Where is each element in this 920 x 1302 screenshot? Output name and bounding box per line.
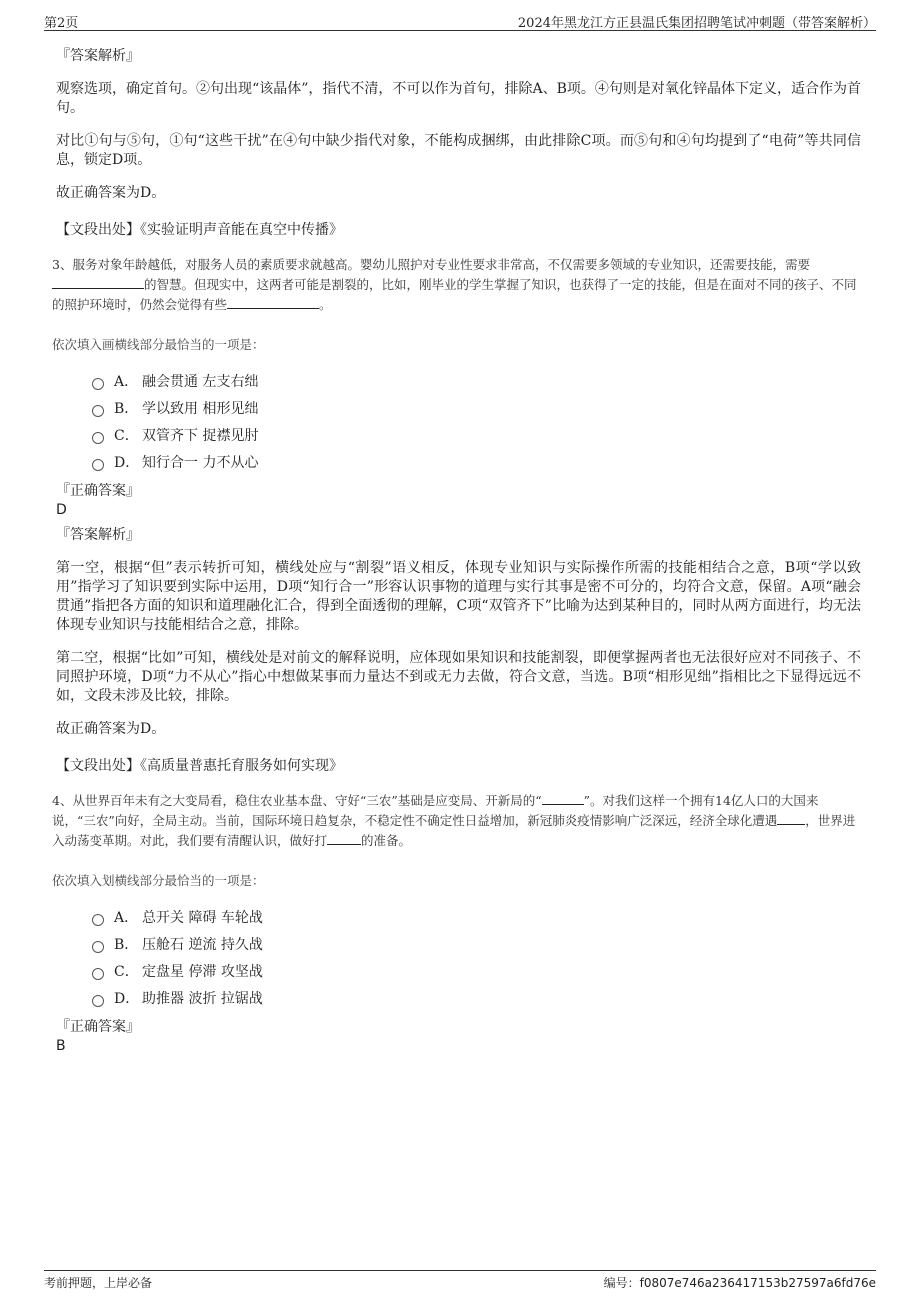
option-d[interactable]: D． 助推器 波折 拉锯战: [92, 984, 861, 1011]
option-c[interactable]: C． 定盘星 停滞 攻坚战: [92, 957, 861, 984]
option-b[interactable]: B． 压舱石 逆流 持久战: [92, 930, 861, 957]
option-d[interactable]: D． 知行合一 力不从心: [92, 448, 861, 475]
analysis-paragraph: 第二空，根据“比如”可知，横线处是对前文的解释说明，应体现如果知识和技能割裂，即便掌握两者也无法很好应对不同孩子、不同照护环境，D项“力不从心”指心中想做某事而力量达不到或无力去做，符合文意，当选。B项“相形见绌”指相比之下显得远远不如，文段未涉及比较，排除。: [56, 650, 861, 704]
page-number: 第2页: [44, 16, 79, 31]
page-footer: [44, 1270, 876, 1293]
analysis-conclusion: 故正确答案为D。: [56, 721, 166, 737]
fill-blank: [542, 792, 584, 805]
fill-blank: [777, 812, 805, 825]
analysis-label: 『答案解析』: [56, 48, 140, 64]
option-a[interactable]: A． 融会贯通 左支右绌: [92, 367, 861, 394]
question-4-options: [92, 903, 861, 1011]
question-instruction: 依次填入画横线部分最恰当的一项是：: [52, 337, 265, 352]
radio-icon[interactable]: [92, 968, 104, 980]
radio-icon[interactable]: [92, 459, 104, 471]
radio-icon[interactable]: [92, 432, 104, 444]
passage-source: 【文段出处】《高质量普惠托育服务如何实现》: [56, 758, 343, 774]
footer-slogan: 考前押题，上岸必备: [44, 1276, 153, 1290]
option-b[interactable]: B． 学以致用 相形见绌: [92, 394, 861, 421]
analysis-paragraph: 对比①句与⑤句，①句“这些干扰”在④句中缺少指代对象，不能构成捆绑，由此排除C项。而⑤句和④句均提到了“电荷”等共同信息，锁定D项。: [56, 133, 861, 168]
fill-blank: [327, 832, 361, 845]
analysis-conclusion: 故正确答案为D。: [56, 185, 166, 201]
correct-answer-value: D: [56, 502, 67, 518]
document-title: 2024年黑龙江方正县温氏集团招聘笔试冲刺题（带答案解析）: [517, 16, 876, 31]
correct-answer-label: 『正确答案』: [56, 1019, 140, 1035]
page-content: [52, 40, 861, 1055]
analysis-paragraph: 第一空，根据“但”表示转折可知，横线处应与“割裂”语义相反，体现专业知识与实际操作所需的技能相结合之意，B项“学以致用”指学习了知识要到实际中运用，D项“知行合一”形容认识事物的道理与实行其事是密不可分的，均符合文意，保留。A项“融会贯通”指把各方面的知识和道理融化汇合，得到全面透彻的理解，C项“双管齐下”比喻为达到某种目的，同时从两方面进行，均无法体现专业知识与技能相结合之意，排除。: [56, 560, 861, 633]
correct-answer-value: B: [56, 1038, 66, 1054]
radio-icon[interactable]: [92, 995, 104, 1007]
radio-icon[interactable]: [92, 378, 104, 390]
radio-icon[interactable]: [92, 405, 104, 417]
analysis-paragraph: 观察选项，确定首句。②句出现“该晶体”，指代不清，不可以作为首句，排除A、B项。④句则是对氧化锌晶体下定义，适合作为首句。: [56, 81, 861, 116]
radio-icon[interactable]: [92, 914, 104, 926]
question-3-stem: 3、服务对象年龄越低，对服务人员的素质要求就越高。婴幼儿照护对专业性要求非常高，不仅需要多领域的专业知识，还需要技能，需要的智慧。但现实中，这两者可能是割裂的，比如，刚毕业的学生掌握了知识，也获得了一定的技能，但是在面对不同的孩子、不同的照护环境时，仍然会觉得有些 。: [52, 257, 857, 312]
question-3-options: [92, 367, 861, 475]
option-a[interactable]: A． 总开关 障碍 车轮战: [92, 903, 861, 930]
question-instruction: 依次填入划横线部分最恰当的一项是：: [52, 873, 265, 888]
correct-answer-label: 『正确答案』: [56, 483, 140, 499]
question-4-stem: 4、从世界百年未有之大变局看，稳住农业基本盘、守好“三农”基础是应变局、开新局的“ ”。对我们这样一个拥有14亿人口的大国来说，“三农”向好，全局主动。当前，国际环境日趋复杂，不稳定性不确定性日益增加，新冠肺炎疫情影响广泛深远，经济全球化遭遇 ，世界进入动荡变革期。对此，我们要有清醒认识，做好打 的准备。: [52, 793, 856, 848]
page-header: [44, 10, 876, 31]
fill-blank: [227, 296, 319, 309]
passage-source: 【文段出处】《实验证明声音能在真空中传播》: [56, 222, 343, 238]
radio-icon[interactable]: [92, 941, 104, 953]
option-c[interactable]: C． 双管齐下 捉襟见肘: [92, 421, 861, 448]
document-id: 编号：f0807e746a236417153b27597a6fd76e: [603, 1276, 876, 1290]
analysis-label: 『答案解析』: [56, 527, 140, 543]
fill-blank: [52, 276, 144, 289]
